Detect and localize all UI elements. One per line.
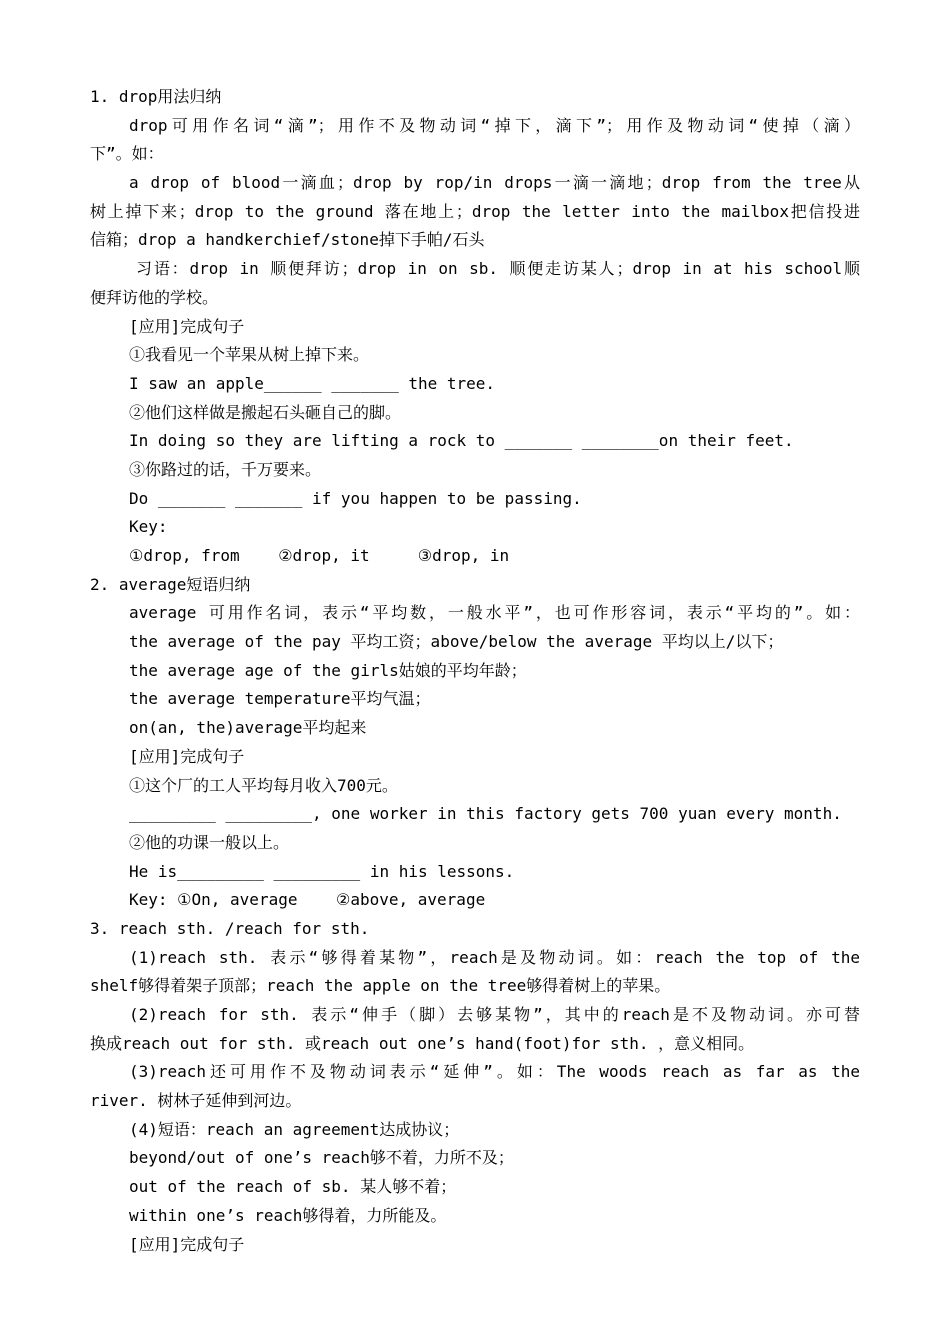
text-line: (2)reach for sth. 表示“伸手（脚）去够某物”，其中的reach是不及物动词。亦可替: [129, 1005, 860, 1024]
text-line: (4)短语：reach an agreement达成协议；: [129, 1119, 460, 1139]
text-line: average 可用作名词，表示“平均数，一般水平”，也可作形容词，表示“平均的”。如：: [129, 603, 860, 623]
section-heading: 3. reach sth. /reach for sth.: [90, 918, 370, 938]
text-line: 习语：drop in 顺便拜访；drop in on sb. 顺便走访某人；drop in at his school顺: [136, 259, 860, 279]
text-line: ①drop, from ②drop, it ③drop, in: [129, 546, 510, 565]
document-page: [0, 83, 950, 1259]
text-line: [应用]完成句子: [129, 746, 245, 766]
text-line: [应用]完成句子: [129, 316, 245, 336]
text-line: [应用]完成句子: [129, 1234, 245, 1254]
text-line: a drop of blood一滴血；drop by rop/in drops一滴一滴地；drop from the tree从: [129, 173, 860, 193]
text-line: the average age of the girls姑娘的平均年龄；: [129, 660, 527, 680]
text-line: drop可用作名词“滴”；用作不及物动词“掉下，滴下”；用作及物动词“使掉（滴）: [129, 115, 860, 135]
text-line: the average of the pay 平均工资；above/below the average 平均以上/以下；: [129, 632, 784, 652]
text-line: out of the reach of sb. 某人够不着；: [129, 1177, 457, 1197]
section-heading: 1. drop用法归纳: [90, 87, 222, 106]
text-line: 信箱；drop a handkerchief/stone掉下手帕/石头: [90, 230, 485, 250]
text-line: Key: ①On, average ②above, average: [129, 890, 486, 910]
text-line: He is_________ _________ in his lessons.: [129, 861, 515, 881]
text-line: I saw an apple______ _______ the tree.: [129, 373, 496, 393]
text-line: ③你路过的话，千万要来。: [129, 459, 322, 479]
section-heading: 2. average短语归纳: [90, 574, 251, 594]
text-line: (1)reach sth. 表示“够得着某物”，reach是及物动词。如：reach the top of the: [129, 947, 860, 967]
text-line: ①这个厂的工人平均每月收入700元。: [129, 775, 398, 795]
text-line: (3)reach还可用作不及物动词表示“延伸”。如：The woods reach as far as the: [129, 1062, 860, 1082]
text-line: the average temperature平均气温；: [129, 689, 431, 709]
text-line: 下”。如：: [90, 144, 164, 164]
text-line: river. 树林子延伸到河边。: [90, 1091, 302, 1111]
text-line: ②他们这样做是搬起石头砸自己的脚。: [129, 402, 402, 422]
text-line: _________ _________, one worker in this factory gets 700 yuan every month.: [129, 804, 842, 824]
text-line: In doing so they are lifting a rock to _______ ________on their feet.: [129, 431, 794, 451]
text-line: Key:: [129, 517, 168, 537]
text-line: beyond/out of one’s reach够不着，力所不及；: [129, 1148, 514, 1168]
text-line: on(an, the)average平均起来: [129, 718, 367, 738]
text-line: ②他的功课一般以上。: [129, 832, 290, 852]
text-line: Do _______ _______ if you happen to be passing.: [129, 488, 582, 508]
text-line: ①我看见一个苹果从树上掉下来。: [129, 345, 370, 365]
text-line: 便拜访他的学校。: [90, 287, 219, 307]
text-line: 换成reach out for sth. 或reach out one’s hand(foot)for sth. ，意义相同。: [90, 1033, 755, 1053]
text-line: within one’s reach够得着，力所能及。: [129, 1205, 447, 1225]
text-line: 树上掉下来；drop to the ground 落在地上；drop the letter into the mailbox把信投进: [90, 201, 860, 221]
text-line: shelf够得着架子顶部；reach the apple on the tree够得着树上的苹果。: [90, 976, 671, 996]
